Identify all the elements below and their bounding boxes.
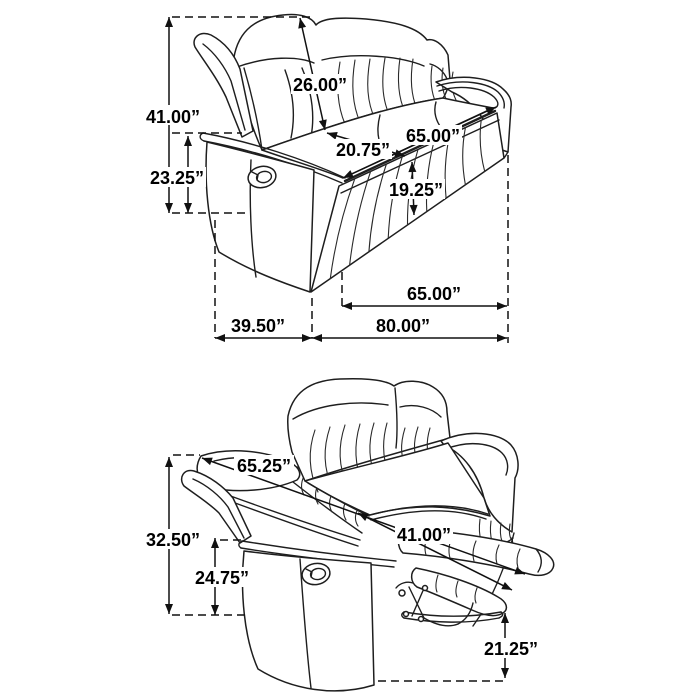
dim-arm-height-label: 23.25”	[149, 168, 205, 188]
dim-overall-width-label: 80.00”	[375, 316, 431, 336]
dim-reclined-arm-height-label: 24.75”	[194, 568, 250, 588]
dim-overall-depth-label: 39.50”	[230, 316, 286, 336]
dim-interior-width-label: 65.00”	[406, 284, 462, 304]
dim-back-height-label: 41.00”	[145, 107, 201, 127]
dim-footrest-height-label: 21.25”	[483, 639, 539, 659]
left-arm-front-panel	[206, 142, 314, 292]
dim-seat-depth-label: 20.75”	[335, 140, 391, 160]
footrest-lower-pad	[412, 568, 507, 616]
dim-reclined-depth-label: 65.25”	[236, 456, 292, 476]
footrest-board	[402, 612, 503, 622]
dim-seat-width-label: 65.00”	[405, 126, 461, 146]
dim-seat-height-label: 19.25”	[388, 180, 444, 200]
dim-reclined-seat-length-label: 41.00”	[396, 525, 452, 545]
dim-reclined-height-label: 32.50”	[145, 530, 201, 550]
dim-back-cushion-label: 26.00”	[292, 75, 348, 95]
